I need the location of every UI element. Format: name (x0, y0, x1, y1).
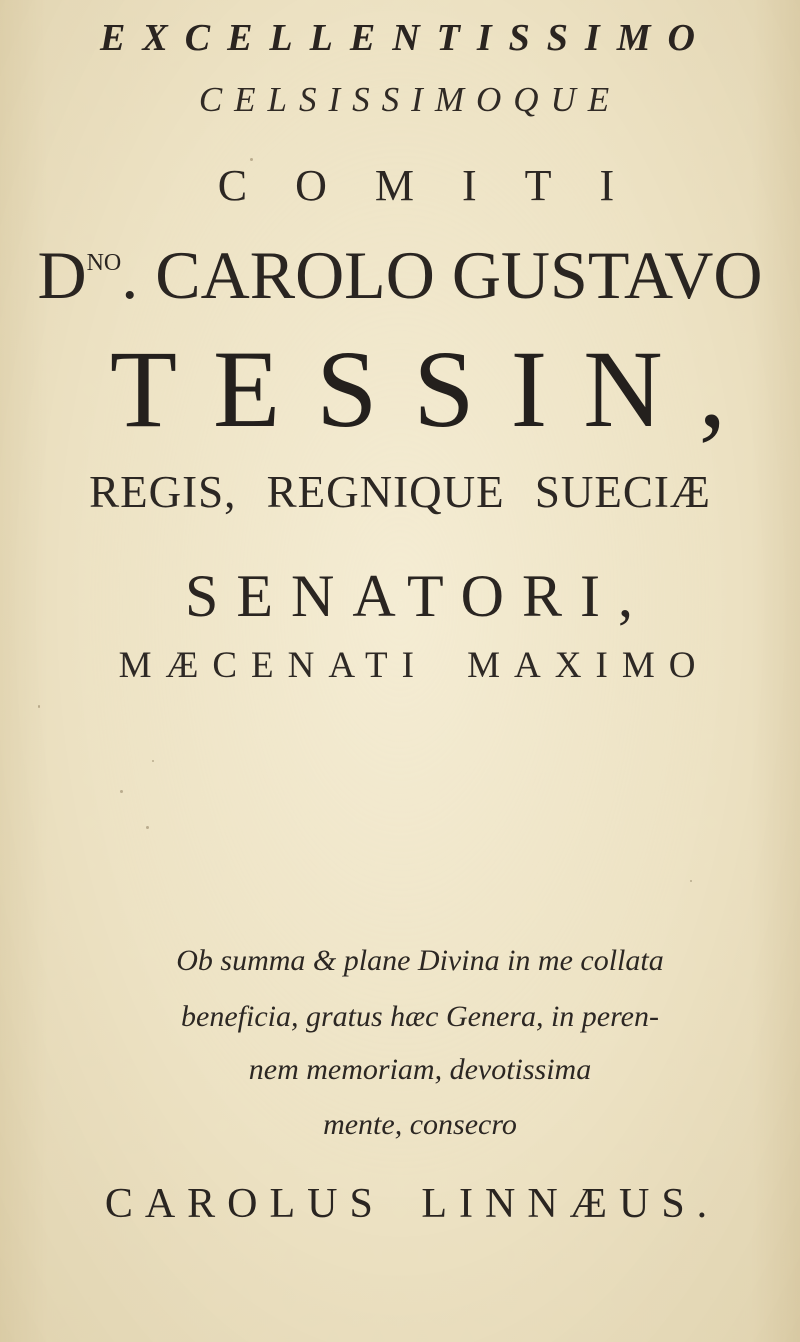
paper-speck (38, 705, 40, 708)
dedication-line-celsissimoque: CELSISSIMOQUE (198, 80, 622, 119)
paragraph-line-4: mente, consecro (323, 1108, 517, 1141)
paper-speck (146, 826, 149, 829)
paper-speck (690, 880, 692, 882)
paragraph-line-3: nem memoriam, devotissima (248, 1053, 592, 1086)
paragraph-line-2: beneficia, gratus hæc Genera, in peren- (181, 1000, 659, 1033)
dedication-line-tessin: TESSIN, (109, 328, 763, 450)
dedication-line-name (0, 236, 800, 315)
paper-speck (152, 760, 154, 762)
paragraph-line-1: Ob summa & plane Divina in me collata (176, 944, 664, 977)
paper-speck (120, 790, 123, 793)
name-rest: . CAROLO GUSTAVO (121, 237, 763, 313)
dedication-line-regis: REGIS, REGNIQUE SUECIÆ (89, 467, 711, 517)
name-prefix: D (37, 237, 87, 313)
dedication-line-maecenati: MÆCENATI MAXIMO (118, 645, 710, 686)
dedication-line-senatori: SENATORI, (185, 563, 651, 629)
dedication-line-comiti: COMITI (217, 161, 663, 210)
name-superscript: NO (86, 250, 122, 276)
dedication-line-excellentissimo: EXCELLENTISSIMO (100, 17, 712, 59)
author-signature: CAROLUS LINNÆUS. (104, 1181, 720, 1227)
paper-speck (250, 158, 253, 161)
